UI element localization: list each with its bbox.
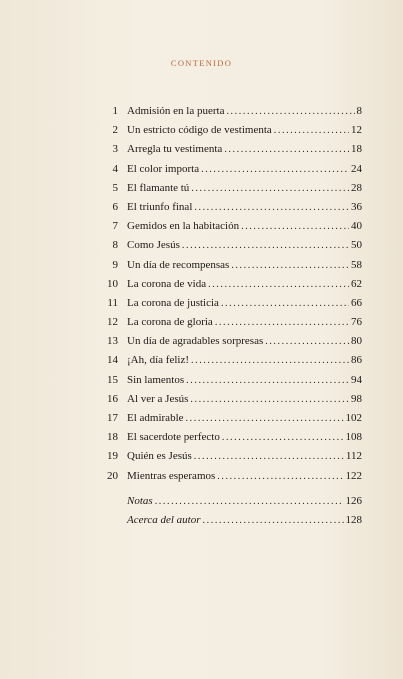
toc-chapter-number: 2 — [112, 124, 118, 137]
toc-dot-leader — [221, 298, 349, 309]
toc-entry-title: Notas — [127, 494, 153, 507]
toc-entry — [100, 239, 362, 258]
toc-entry-title: Como Jesús — [127, 239, 180, 252]
toc-entry — [100, 297, 362, 316]
toc-entry — [100, 182, 362, 201]
toc-chapter-number: 13 — [107, 335, 118, 348]
toc-entry-title: El sacerdote perfecto — [127, 431, 220, 444]
toc-entry — [100, 470, 362, 489]
toc-page-number: 98 — [351, 392, 362, 405]
toc-entry — [100, 143, 362, 162]
toc-dot-leader — [186, 375, 349, 386]
toc-dot-leader — [201, 164, 349, 175]
toc-page-number: 58 — [351, 258, 362, 271]
toc-chapter-number: 17 — [107, 412, 118, 424]
toc-entry-title: El admirable — [127, 412, 184, 424]
toc-chapter-number: 12 — [107, 316, 118, 329]
toc-entry-title: La corona de justicia — [127, 296, 219, 309]
toc-chapter-number: 1 — [112, 105, 118, 117]
toc-page-number: 108 — [345, 431, 362, 444]
toc-entry — [100, 335, 362, 354]
toc-entry — [100, 431, 362, 450]
toc-entry — [100, 220, 362, 239]
toc-page-number: 76 — [351, 316, 362, 329]
toc-back-matter-entry — [100, 495, 362, 514]
toc-dot-leader — [224, 144, 349, 155]
toc-back-matter-entry — [100, 514, 362, 533]
toc-chapter-number: 8 — [112, 239, 118, 252]
toc-page-number: 66 — [351, 296, 362, 309]
toc-chapter-number: 9 — [112, 258, 118, 271]
toc-entry-title: Quién es Jesús — [127, 450, 192, 463]
toc-page-number: 128 — [345, 513, 362, 526]
toc-entry — [100, 316, 362, 335]
toc-chapter-number: 18 — [107, 431, 118, 444]
toc-dot-leader — [182, 240, 349, 251]
toc-entry — [100, 163, 362, 182]
toc-dot-leader — [208, 279, 349, 290]
toc-entry — [100, 412, 362, 431]
toc-entry — [100, 450, 362, 469]
toc-dot-leader — [274, 125, 349, 136]
toc-entry — [100, 259, 362, 278]
toc-page-number: 122 — [345, 469, 362, 482]
toc-entry — [100, 393, 362, 412]
toc-dot-leader — [217, 471, 343, 482]
toc-entry-title: La corona de gloria — [127, 316, 213, 329]
toc-entry-title: El triunfo final — [127, 200, 193, 213]
toc-dot-leader — [190, 394, 349, 405]
toc-dot-leader — [191, 183, 349, 194]
toc-page-number: 12 — [351, 124, 362, 137]
toc-entry — [100, 374, 362, 393]
toc-page-number: 80 — [351, 335, 362, 348]
toc-entry-title: Arregla tu vestimenta — [127, 143, 223, 156]
toc-entry-title: Un día de recompensas — [127, 258, 230, 271]
toc-entry-title: Un día de agradables sorpresas — [127, 335, 264, 348]
toc-page-number: 62 — [351, 277, 362, 290]
page-title: CONTENIDO — [170, 58, 233, 68]
toc-chapter-number: 7 — [112, 220, 118, 233]
toc-page-number: 40 — [351, 220, 362, 233]
toc-entry-title: Admisión en la puerta — [127, 105, 225, 117]
toc-dot-leader — [155, 496, 344, 507]
toc-dot-leader — [222, 432, 344, 443]
table-of-contents — [100, 105, 362, 533]
toc-page-number: 50 — [351, 239, 362, 252]
toc-entry-title: El color importa — [127, 162, 200, 175]
toc-page-number: 24 — [351, 162, 362, 175]
toc-dot-leader — [191, 355, 349, 366]
toc-dot-leader — [215, 317, 349, 328]
toc-chapter-number: 11 — [107, 296, 118, 309]
toc-entry-title: Al ver a Jesús — [127, 392, 189, 405]
toc-dot-leader — [203, 515, 344, 526]
toc-page-number: 28 — [351, 181, 362, 194]
toc-entry-title: Sin lamentos — [127, 373, 185, 386]
toc-dot-leader — [241, 221, 349, 232]
toc-entry-title: El flamante tú — [127, 181, 190, 194]
toc-entry-title: Acerca del autor — [127, 513, 201, 526]
toc-dot-leader — [194, 202, 349, 213]
toc-page-number: 36 — [351, 200, 362, 213]
toc-chapter-number: 6 — [112, 200, 118, 213]
toc-entry — [100, 278, 362, 297]
toc-chapter-number: 19 — [107, 450, 118, 463]
toc-entry-title: Mientras esperamos — [127, 469, 216, 482]
toc-page-number: 18 — [351, 143, 362, 156]
toc-entry-title: Un estricto código de vestimenta — [127, 124, 272, 137]
toc-entry — [100, 201, 362, 220]
toc-page-number: 126 — [345, 494, 362, 507]
toc-chapter-number: 20 — [107, 469, 118, 482]
toc-page-number: 8 — [356, 105, 362, 117]
toc-page-number: 102 — [345, 412, 362, 424]
toc-entry — [100, 354, 362, 373]
toc-page-number: 86 — [351, 354, 362, 367]
toc-entry-title: Gemidos en la habitación — [127, 220, 240, 233]
toc-entry — [100, 124, 362, 143]
toc-chapter-number: 4 — [112, 162, 118, 175]
toc-dot-leader — [226, 106, 354, 117]
toc-dot-leader — [194, 451, 344, 462]
toc-chapter-number: 5 — [112, 181, 118, 194]
toc-chapter-number: 15 — [107, 373, 118, 386]
toc-entry-title: La corona de vida — [127, 277, 207, 290]
toc-entry — [100, 105, 362, 124]
toc-dot-leader — [231, 260, 349, 271]
toc-chapter-number: 3 — [112, 143, 118, 156]
toc-page-number: 94 — [351, 373, 362, 386]
toc-dot-leader — [186, 413, 344, 424]
toc-chapter-number: 14 — [107, 354, 118, 367]
toc-dot-leader — [265, 336, 349, 347]
toc-chapter-number: 16 — [107, 392, 118, 405]
toc-page-number: 112 — [345, 450, 362, 463]
toc-chapter-number: 10 — [107, 277, 118, 290]
toc-entry-title: ¡Ah, día feliz! — [127, 354, 189, 367]
